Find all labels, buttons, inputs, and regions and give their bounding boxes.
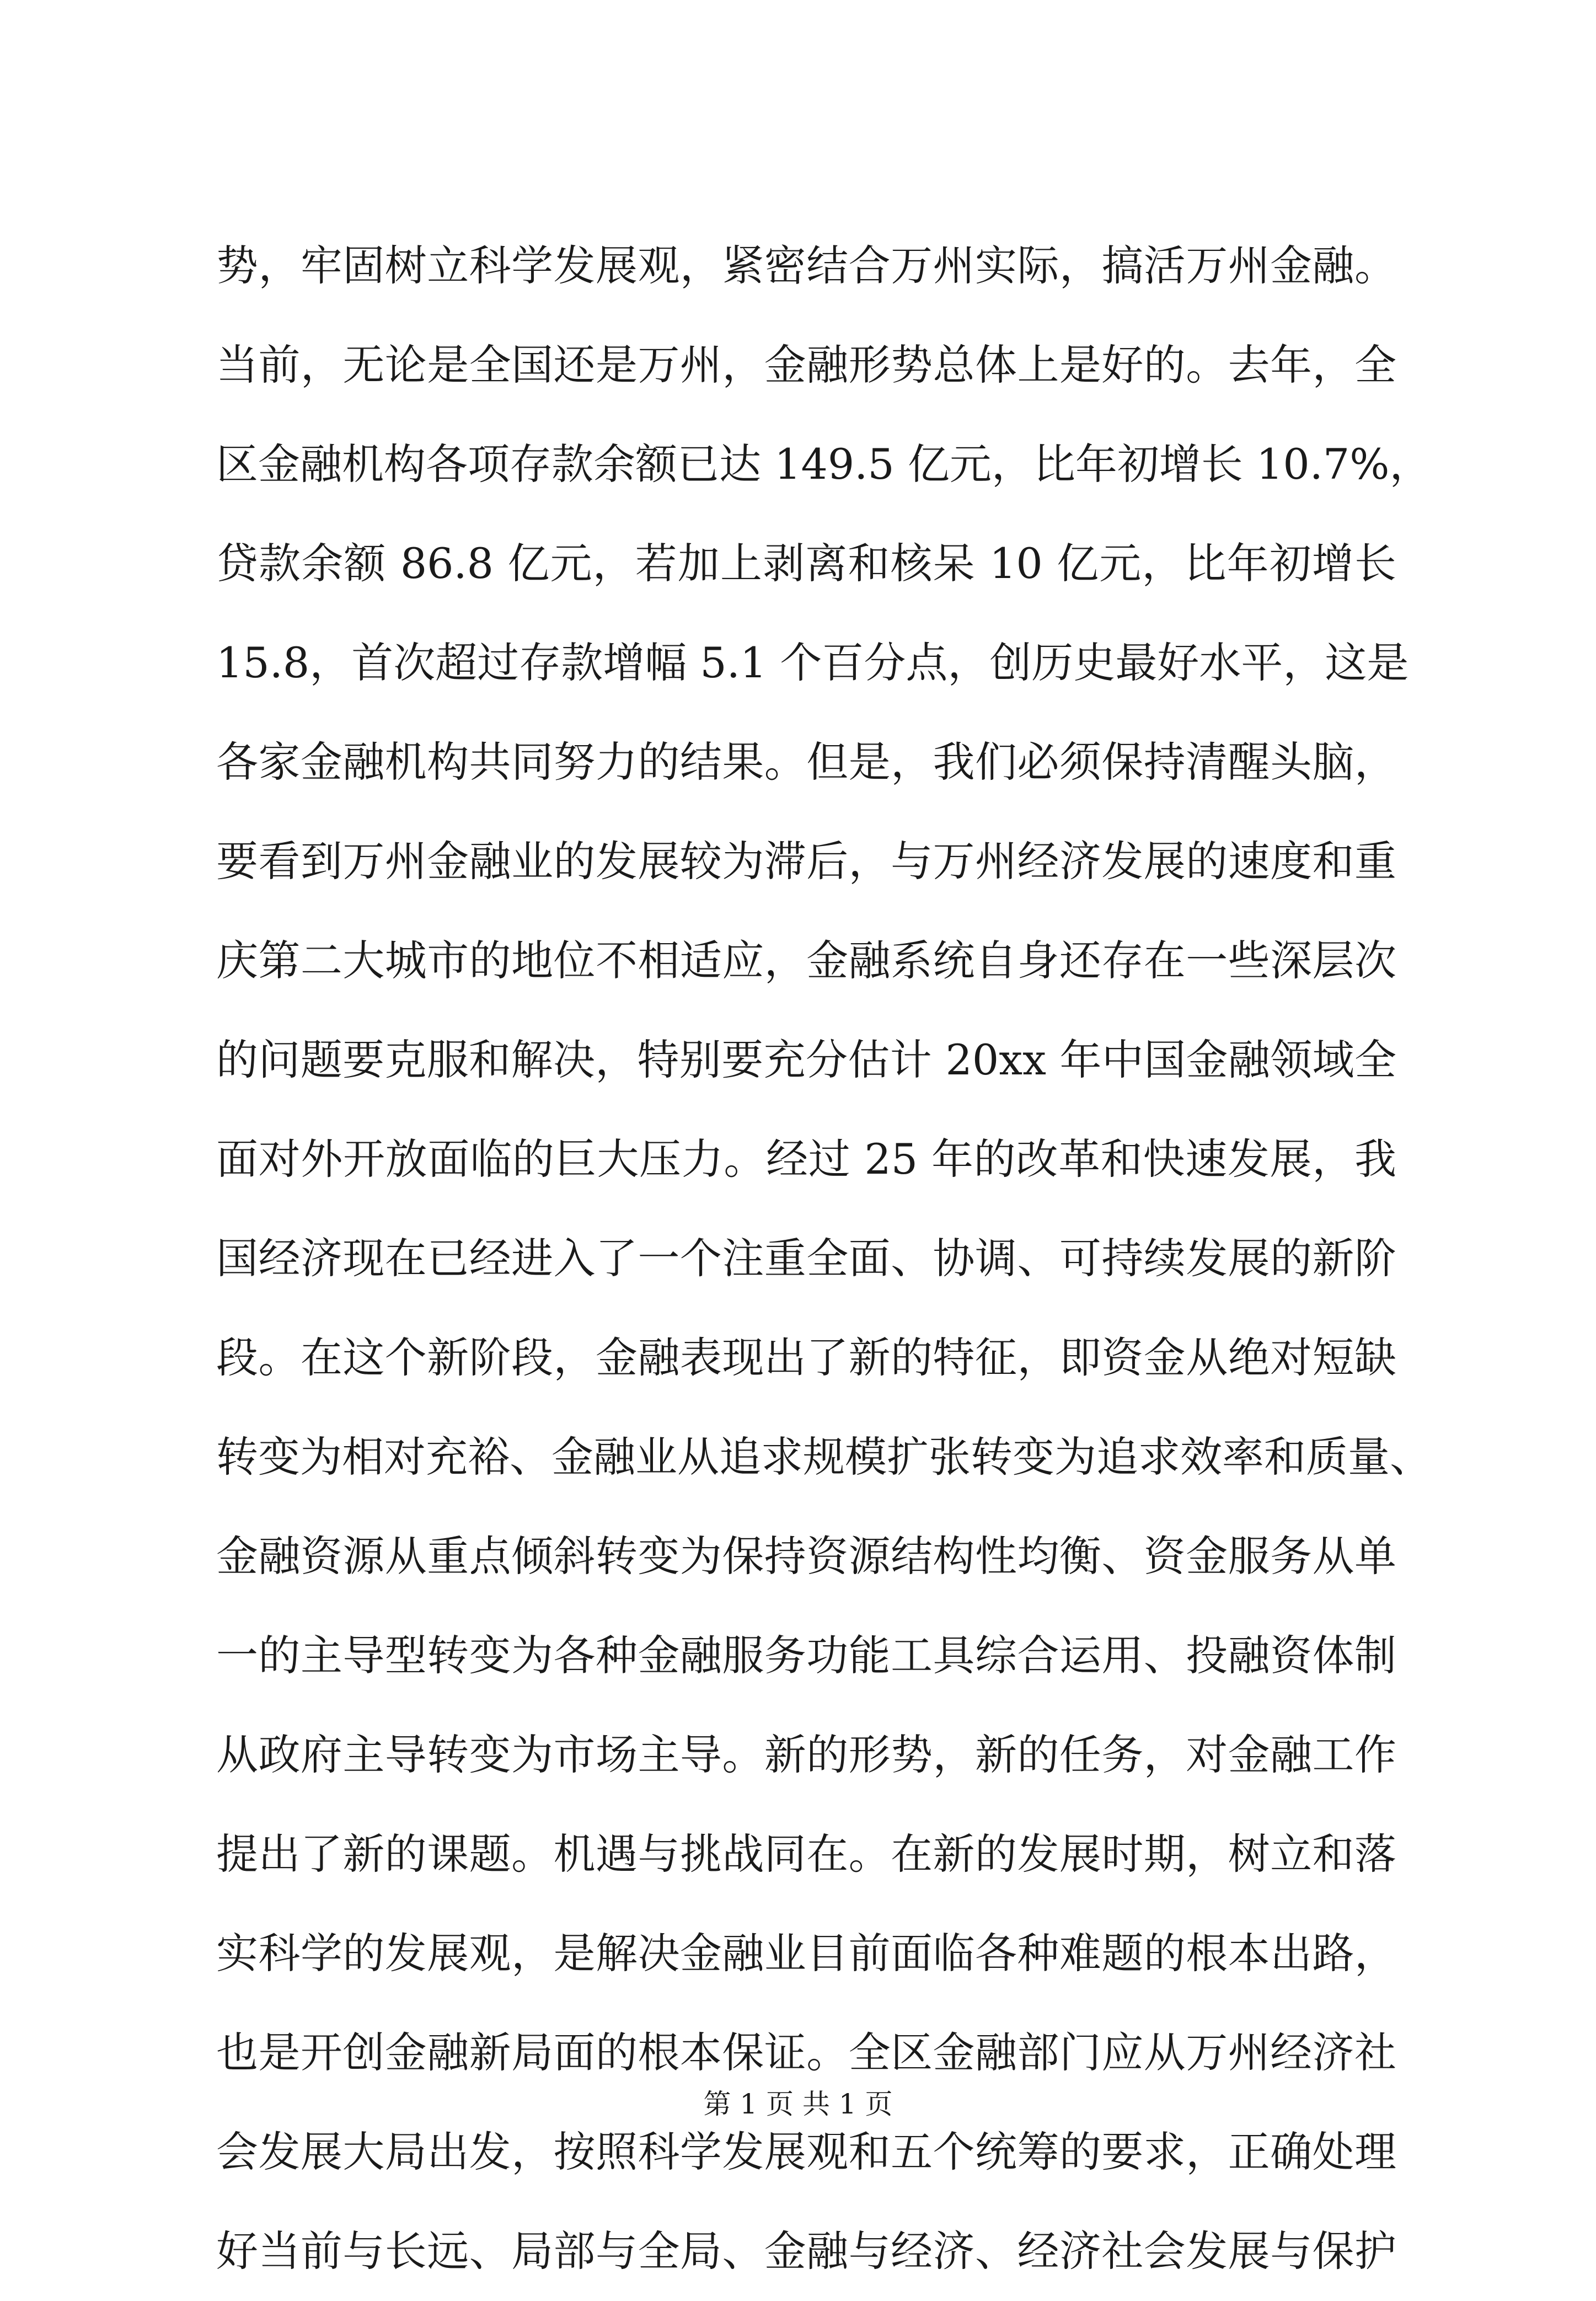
text-line: 各家金融机构共同努力的结果。但是，我们必须保持清醒头脑，: [216, 737, 1396, 786]
text-line: 实科学的发展观，是解决金融业目前面临各种难题的根本出路，: [216, 1929, 1396, 1978]
text-line: 段。在这个新阶段，金融表现出了新的特征，即资金从绝对短缺: [216, 1333, 1396, 1382]
text-line: 好当前与长远、局部与全局、金融与经济、经济社会发展与保护: [216, 2227, 1396, 2276]
text-line: 势，牢固树立科学发展观，紧密结合万州实际，搞活万州金融。: [216, 241, 1396, 290]
text-line: 区金融机构各项存款余额已达 149.5 亿元，比年初增长 10.7%，: [216, 440, 1432, 489]
text-line: 要看到万州金融业的发展较为滞后，与万州经济发展的速度和重: [216, 837, 1396, 886]
text-line: 15.8，首次超过存款增幅 5.1 个百分点，创历史最好水平，这是: [216, 638, 1409, 687]
body-text: [216, 216, 1432, 2301]
text-line: 也是开创金融新局面的根本保证。全区金融部门应从万州经济社: [216, 2028, 1396, 2077]
text-line: 面对外开放面临的巨大压力。经过 25 年的改革和快速发展，我: [216, 1135, 1396, 1184]
text-line: 贷款余额 86.8 亿元，若加上剥离和核呆 10 亿元，比年初增长: [216, 539, 1396, 588]
text-line: 庆第二大城市的地位不相适应，金融系统自身还存在一些深层次: [216, 936, 1396, 985]
text-line: 会发展大局出发，按照科学发展观和五个统筹的要求，正确处理: [216, 2127, 1396, 2176]
page-number-label: 第 1 页 共 1 页: [703, 2088, 893, 2120]
text-line: 提出了新的课题。机遇与挑战同在。在新的发展时期，树立和落: [216, 1829, 1396, 1879]
text-line: 国经济现在已经进入了一个注重全面、协调、可持续发展的新阶: [216, 1234, 1396, 1283]
page-footer: [0, 2085, 1596, 2123]
text-line: 的问题要克服和解决，特别要充分估计 20xx 年中国金融领域全: [216, 1035, 1396, 1084]
text-line: 转变为相对充裕、金融业从追求规模扩张转变为追求效率和质量、: [216, 1432, 1432, 1481]
text-line: 当前，无论是全国还是万州，金融形势总体上是好的。去年，全: [216, 340, 1396, 389]
text-line: 金融资源从重点倾斜转变为保持资源结构性均衡、资金服务从单: [216, 1532, 1396, 1581]
text-line: 一的主导型转变为各种金融服务功能工具综合运用、投融资体制: [216, 1631, 1396, 1680]
text-line: 从政府主导转变为市场主导。新的形势，新的任务，对金融工作: [216, 1730, 1396, 1779]
